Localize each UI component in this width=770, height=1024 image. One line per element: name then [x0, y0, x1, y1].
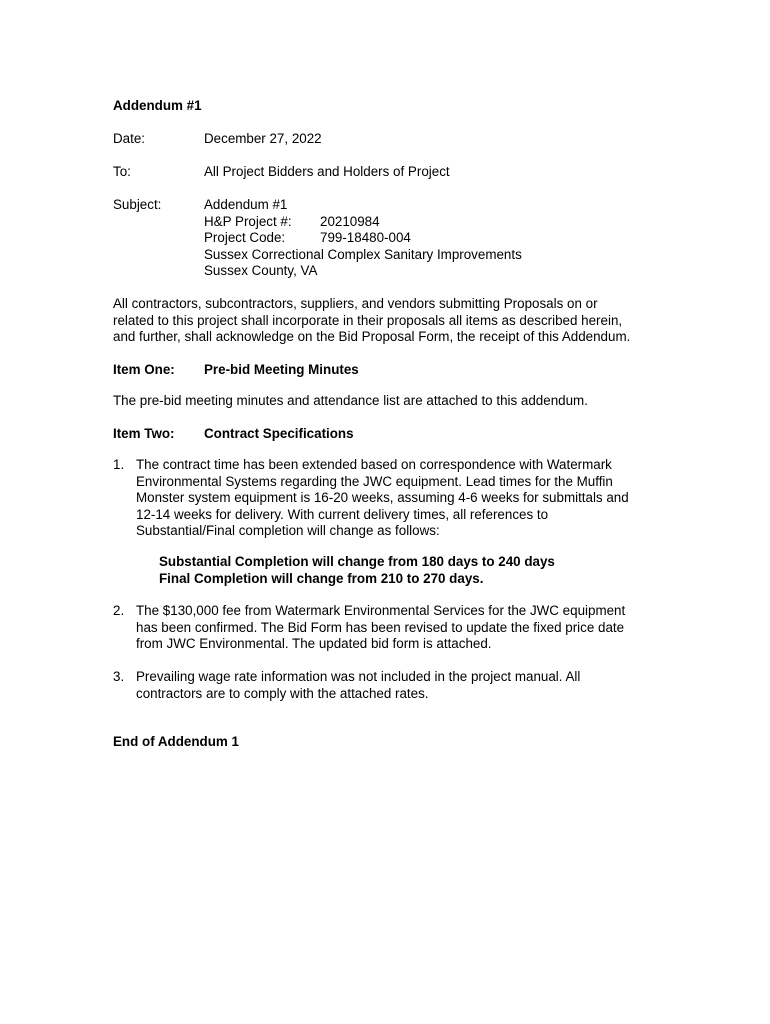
- project-number-value: 20210984: [320, 213, 380, 229]
- item-two-title: Contract Specifications: [204, 426, 354, 441]
- subject-project-number: [204, 214, 522, 231]
- list-item-text: [136, 603, 625, 653]
- subject-addendum: Addendum #1: [204, 197, 288, 212]
- list-item-line: Monster system equipment is 16-20 weeks, assuming 4-6 weeks for submittals and: [136, 490, 629, 505]
- item-one-body: The pre-bid meeting minutes and attendance list are attached to this addendum.: [113, 393, 588, 408]
- list-item-line: has been confirmed. The Bid Form has been revised to update the fixed price date: [136, 619, 625, 635]
- list-item-line: Prevailing wage rate information was not included in the project manual. All: [136, 669, 581, 684]
- substantial-completion: Substantial Completion will change from 180 days to 240 days: [159, 554, 555, 569]
- intro-line: related to this project shall incorporate in their proposals all items as described herein,: [113, 312, 623, 328]
- to-label: To:: [113, 164, 131, 179]
- list-item-text: [136, 669, 580, 702]
- project-code-label: Project Code:: [204, 230, 286, 245]
- item-one-label: Item One:: [113, 362, 175, 377]
- list-item-line: Substantial/Final completion will change as follows:: [136, 523, 440, 538]
- item-one-title: Pre-bid Meeting Minutes: [204, 362, 359, 377]
- list-item-line: The contract time has been extended based on correspondence with Watermark: [136, 457, 612, 472]
- completion-changes: [159, 554, 555, 587]
- list-item-line: The $130,000 fee from Watermark Environmental Services for the JWC equipment: [136, 603, 626, 618]
- date-label: Date:: [113, 131, 146, 146]
- subject-block: [204, 197, 522, 280]
- project-code-value: 799-18480-004: [320, 230, 411, 245]
- list-item-line: 12-14 weeks for delivery. With current delivery times, all references to: [136, 506, 549, 522]
- intro-line: All contractors, subcontractors, suppliers, and vendors submitting Proposals on or: [113, 296, 598, 311]
- subject-project-name: Sussex Correctional Complex Sanitary Improvements: [204, 246, 522, 262]
- item-two-label: Item Two:: [113, 426, 175, 441]
- subject-project-code: [204, 230, 522, 247]
- list-item-number: 1.: [113, 457, 125, 472]
- intro-line: and further, shall acknowledge on the Bid Proposal Form, the receipt of this Addendum.: [113, 329, 631, 344]
- end-of-addendum: End of Addendum 1: [113, 734, 239, 749]
- intro-paragraph: [113, 296, 673, 346]
- document-heading: Addendum #1: [113, 98, 202, 113]
- list-item-number: 2.: [113, 603, 125, 618]
- list-item-line: from JWC Environmental. The updated bid form is attached.: [136, 636, 492, 651]
- subject-label: Subject:: [113, 197, 162, 212]
- list-item-line: contractors are to comply with the attached rates.: [136, 685, 429, 701]
- list-item-line: Environmental Systems regarding the JWC equipment. Lead times for the Muffin: [136, 473, 613, 489]
- to-value: All Project Bidders and Holders of Project: [204, 164, 450, 179]
- final-completion: Final Completion will change from 210 to 270 days.: [159, 570, 484, 586]
- date-value: December 27, 2022: [204, 131, 322, 146]
- project-number-label: H&P Project #:: [204, 213, 292, 229]
- list-item-text: [136, 457, 629, 540]
- subject-county: Sussex County, VA: [204, 263, 318, 278]
- list-item-number: 3.: [113, 669, 125, 684]
